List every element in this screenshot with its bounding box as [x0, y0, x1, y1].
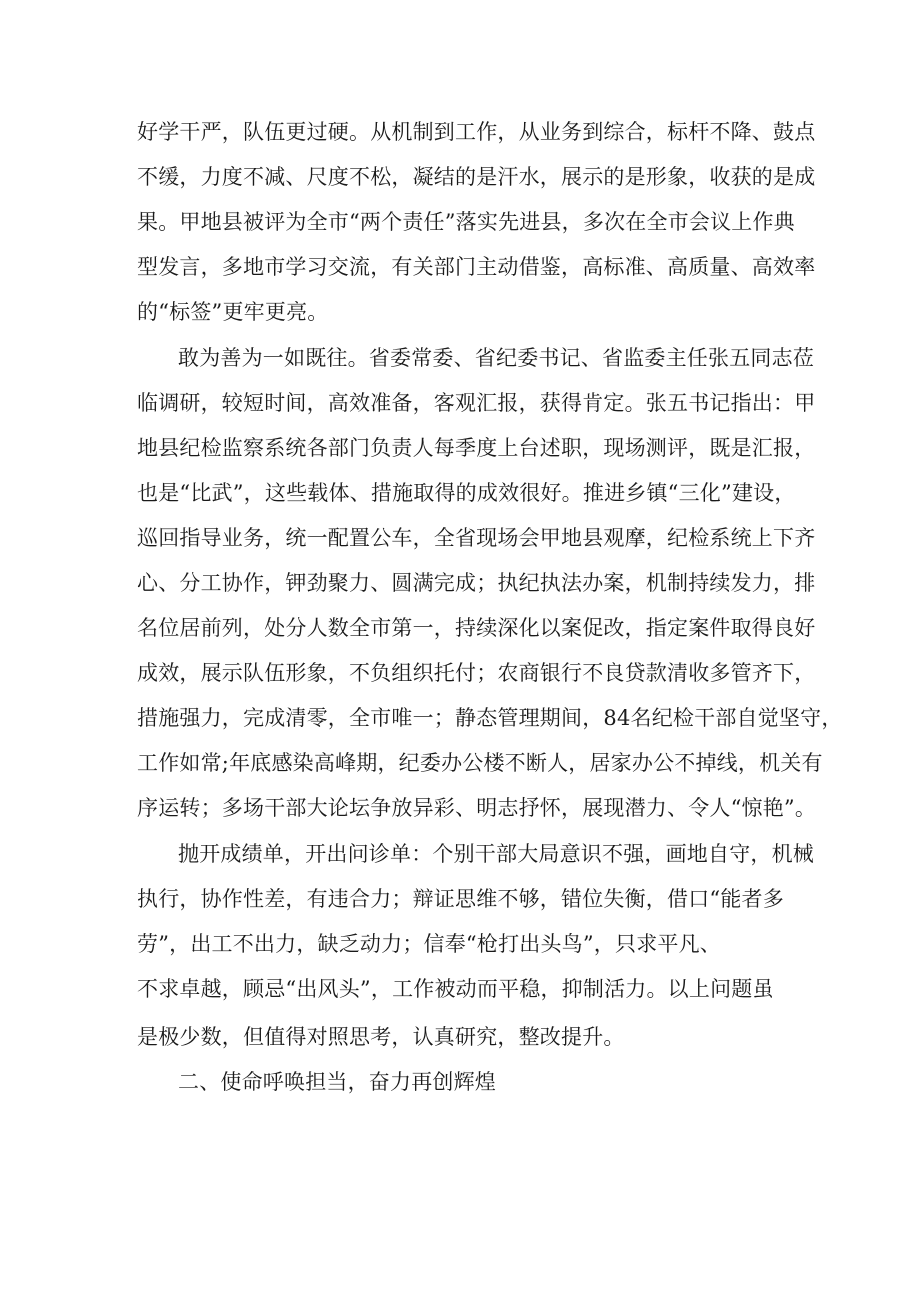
text-line: 劳”，出工不出力，缺乏动力；信奉“枪打出头鸟”，只求平凡、 — [137, 932, 722, 956]
paragraph-first-line: 抛开成绩单，开出问诊单：个别干部大局意识不强，画地自守，机械 — [178, 842, 814, 866]
text-line: 巡回指导业务，统一配置公车，全省现场会甲地县观摩，纪检系统上下齐 — [137, 526, 816, 550]
text-line: 地县纪检监察系统各部门负责人每季度上台述职，现场测评，既是汇报， — [137, 436, 816, 460]
text-line: 成效，展示队伍形象，不负组织托付；农商银行不良贷款清收多管齐下， — [137, 661, 816, 685]
text-line: 心、分工协作，钾劲聚力、圆满完成；执纪执法办案，机制持续发力，排 — [137, 571, 816, 595]
paragraph-first-line: 敢为善为一如既往。省委常委、省纪委书记、省监委主任张五同志莅 — [178, 346, 814, 370]
text-line: 序运转；多场干部大论坛争放异彩、明志抒怀，展现潜力、令人“惊艳”。 — [137, 796, 817, 820]
text-line: 执行，协作性差，有违合力；辩证思维不够，错位失衡，借口“能者多 — [137, 887, 784, 911]
text-line: 果。甲地县被评为全市“两个责任”落实先进县，多次在全市会议上作典 — [137, 210, 795, 234]
text-line: 措施强力，完成清零，全市唯一；静态管理期间，84名纪检干部自觉坚守， — [137, 706, 843, 730]
text-line: 名位居前列，处分人数全市第一，持续深化以案促改，指定案件取得良好 — [137, 616, 816, 640]
section-heading: 二、使命呼唤担当，奋力再创辉煌 — [178, 1070, 496, 1094]
text-line: 型发言，多地市学习交流，有关部门主动借鉴，高标准、高质量、高效率 — [137, 255, 816, 279]
text-line: 不缓，力度不减、尺度不松，凝结的是汗水，展示的是形象，收获的是成 — [137, 165, 816, 189]
text-line: 是极少数，但值得对照思考，认真研究，整改提升。 — [137, 1025, 625, 1049]
text-line: 的“标签”更牢更亮。 — [137, 300, 329, 324]
text-line: 不求卓越，顾忌“出风头”，工作被动而平稳，抑制活力。以上问题虽 — [137, 977, 774, 1001]
text-line: 也是“比武”，这些载体、措施取得的成效很好。推进乡镇“三化”建设， — [137, 481, 796, 505]
text-line: 好学干严，队伍更过硬。从机制到工作，从业务到综合，标杆不降、鼓点 — [137, 120, 816, 144]
text-line: 临调研，较短时间，高效准备，客观汇报，获得肯定。张五书记指出：甲 — [137, 391, 816, 415]
text-line: 工作如常;年底感染高峰期，纪委办公楼不断人，居家办公不掉线，机关有 — [137, 751, 823, 775]
